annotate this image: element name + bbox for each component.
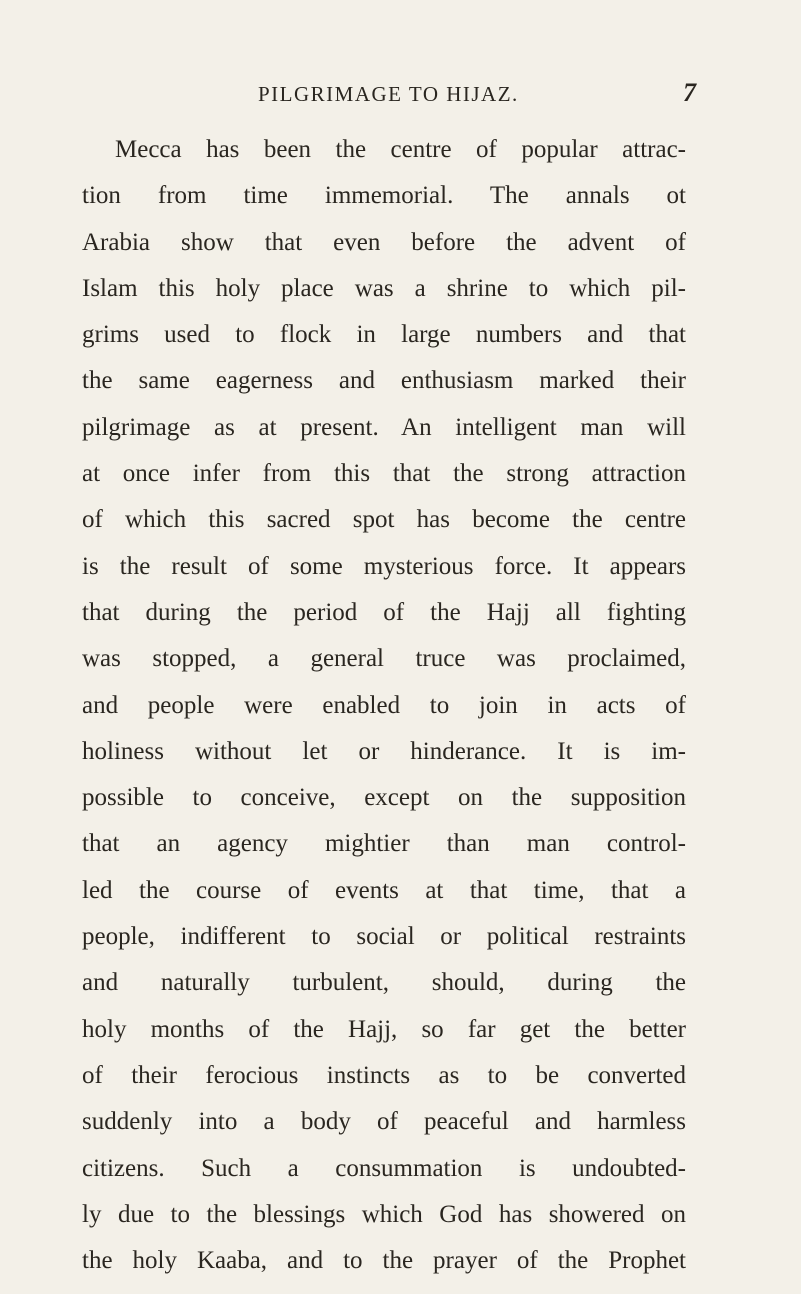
text-line: of their ferocious instincts as to be converted <box>82 1061 686 1089</box>
text-line: holy months of the Hajj, so far get the better <box>82 1015 686 1043</box>
text-line: at once infer from this that the strong attraction <box>82 460 686 488</box>
text-line: Islam this holy place was a shrine to which pil- <box>82 274 686 302</box>
text-line: the holy Kaaba, and to the prayer of the Prophet <box>82 1247 686 1275</box>
text-line: was stopped, a general truce was proclaimed, <box>82 645 686 673</box>
text-line: citizens. Such a consummation is undoubted- <box>82 1154 686 1182</box>
page-header <box>0 80 801 110</box>
text-line: possible to conceive, except on the supposition <box>82 784 686 812</box>
text-line: people, indifferent to social or political restraints <box>82 923 686 951</box>
text-line: suddenly into a body of peaceful and harmless <box>82 1108 686 1136</box>
text-line: that an agency mightier than man control- <box>82 830 686 858</box>
text-line: the same eagerness and enthusiasm marked their <box>82 367 686 395</box>
text-line: pilgrimage as at present. An intelligent man will <box>82 413 686 441</box>
text-line: and people were enabled to join in acts of <box>82 691 686 719</box>
text-line: holiness without let or hinderance. It is im- <box>82 737 686 765</box>
text-line: led the course of events at that time, that a <box>82 876 686 904</box>
text-line: tion from time immemorial. The annals ot <box>82 182 686 210</box>
text-line: of which this sacred spot has become the centre <box>82 506 686 534</box>
text-line: grims used to flock in large numbers and that <box>82 321 686 349</box>
body-paragraph <box>82 127 686 1284</box>
text-line: and naturally turbulent, should, during the <box>82 969 686 997</box>
text-line: that during the period of the Hajj all fighting <box>82 598 686 626</box>
text-line: is the result of some mysterious force. It appears <box>82 552 686 580</box>
running-title: PILGRIMAGE TO HIJAZ. <box>258 82 519 106</box>
page-number: 7 <box>683 78 696 107</box>
text-line: Mecca has been the centre of popular attrac- <box>115 136 686 163</box>
text-line: ly due to the blessings which God has showered on <box>82 1200 686 1228</box>
text-line: Arabia show that even before the advent of <box>82 228 686 256</box>
